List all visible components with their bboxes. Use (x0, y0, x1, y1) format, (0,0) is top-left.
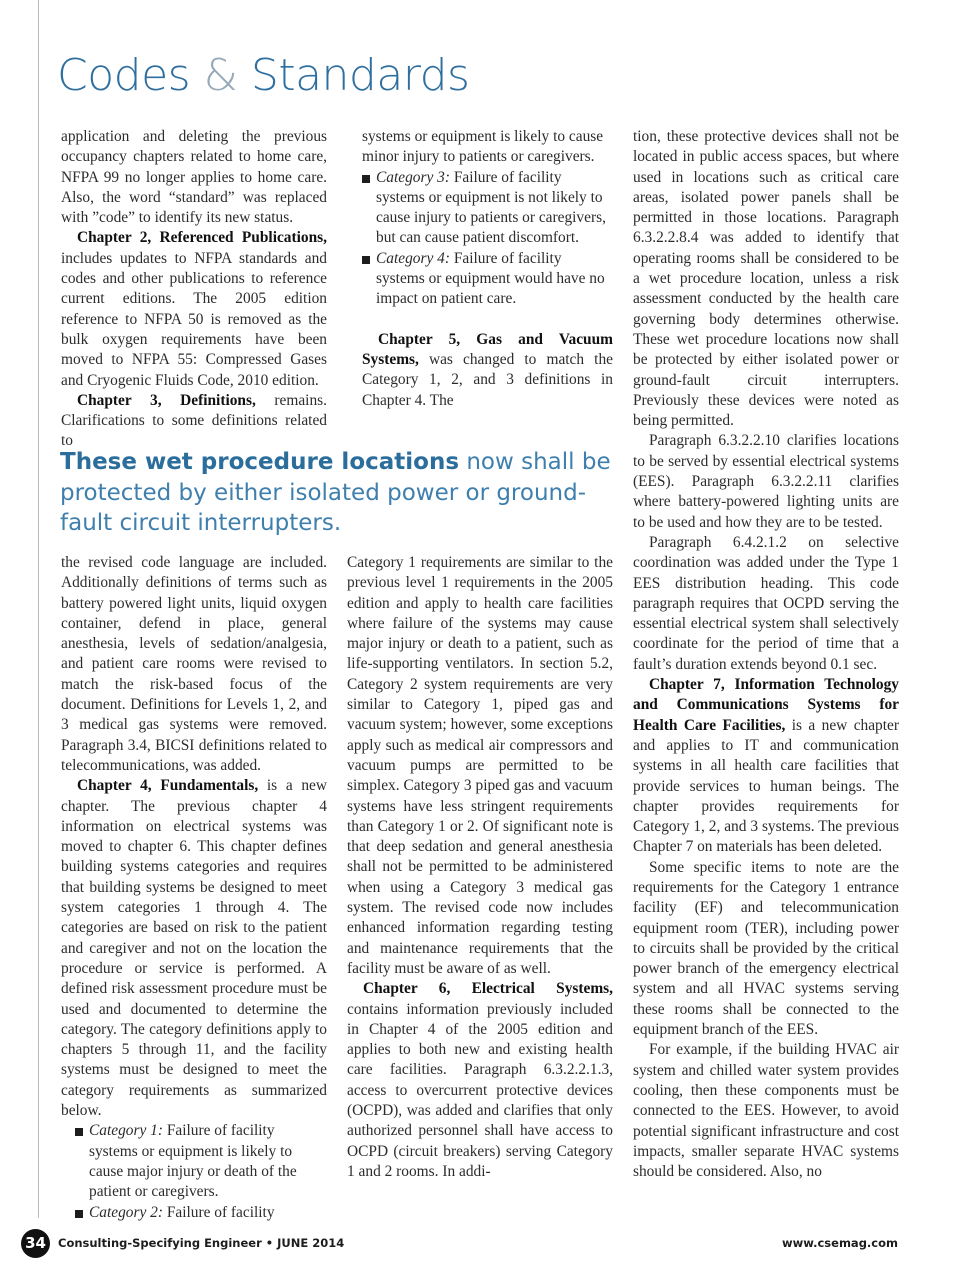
column-1-bottom (61, 553, 327, 1223)
paragraph-body: includes updates to NFPA standards and codes and other publications to reference current editions. The 2005 edition reference to NFPA 50 is removed as the bulk oxygen requirements have been moved to NFPA 55: Compressed Gases and Cryogenic Fluids Code, 2010 edition. (61, 249, 327, 389)
chapter-heading: Chapter 2, Referenced Publications, (77, 229, 327, 247)
bullet-label: Category 1: (89, 1122, 163, 1140)
chapter-heading: Chapter 5, Gas and Vacuum Systems, (362, 330, 613, 368)
chapter-heading: Chapter 3, Definitions, (77, 391, 256, 409)
bullet-label: Category 2: (89, 1203, 163, 1221)
bullet-label: Category 4: (376, 249, 450, 267)
bullet-item-category-3 (362, 168, 613, 249)
pull-quote (60, 447, 612, 539)
bullet-continuation: systems or equipment is likely to cause minor injury to patients or caregivers. (362, 128, 604, 166)
paragraph (61, 776, 327, 1121)
bullet-text: Failure of facility systems or equipment would have no impact on patient care. (376, 249, 605, 308)
bullet-square-icon (362, 256, 370, 264)
chapter-heading: Chapter 6, Electrical Systems, (363, 980, 613, 998)
page-number: 34 (21, 1229, 50, 1258)
chapter-heading: Chapter 4, Fundamentals, (77, 777, 259, 795)
website-link[interactable]: www.csemag.com (781, 1236, 898, 1250)
pull-quote-text: now shall be protected by either isolated power or ground-fault circuit interrupters. (60, 449, 611, 536)
bullet-item-category-4 (362, 249, 613, 310)
paragraph (633, 675, 899, 858)
column-2-top (362, 127, 613, 411)
bullet-label: Category 3: (376, 168, 450, 186)
paragraph: Category 1 requirements are similar to the previous level 1 requirements in the 2005 edition and apply to health care facilities where failure of the systems may cause major injury or death to a patient, such as life-supporting ventilators. In section 5.2, Category 2 system requirements are very similar to Category 1, piped gas and vacuum system; however, some exceptions apply such as medical air compressors and vacuum pumps are permitted to be simplex. Category 3 piped gas and vacuum systems have less stringent requirements than Category 1 or 2. Of significant note is that deep sedation and general anesthesia shall not be permitted to be administered when using a Category 3 medical gas system. The revised code now includes enhanced information regarding testing and maintenance requirements that the facility must be aware of as well. (347, 554, 613, 977)
column-2-bottom (347, 553, 613, 1182)
bullet-text: Failure of facility (166, 1203, 275, 1221)
paragraph: the revised code language are included. Additionally definitions of terms such as battery powered light units, liquid oxygen container, defend in place, general anesthesia, levels of sedation/analgesia, and patient care rooms were revised to match the risk-based focus of the document. Definitions for Levels 1, 2, and 3 medical gas systems were removed. Paragraph 3.4, BICSI definitions related to telecommunications, was added. (61, 554, 327, 774)
column-3 (633, 127, 899, 1182)
paragraph: Paragraph 6.3.2.2.10 clarifies locations to be served by essential electrical systems (EES). Paragraph 6.3.2.2.11 clarifies where battery-powered lighting units are to be used and how they are to be tested. (633, 432, 899, 531)
section-header (57, 50, 469, 102)
chapter-heading: Chapter 7, Information Technology and Communications Systems for Health Care Facilities, (633, 676, 899, 734)
bullet-text: Failure of facility systems or equipment is likely to cause major injury or death of the patient or caregivers. (89, 1122, 297, 1201)
bullet-item-category-2 (61, 1203, 327, 1223)
bullet-item-category-1 (61, 1121, 327, 1202)
paragraph: For example, if the building HVAC air system and chilled water system provides cooling, then these components must be connected to the EES. However, to avoid potential significant infrastructure and cost impacts, smaller separate HVAC systems should be considered. Also, no (633, 1041, 899, 1181)
paragraph-body: is a new chapter. The previous chapter 4 information on electrical systems was moved to chapter 6. This chapter defines building systems categories and requires that building systems be designed to meet system categories 1 through 4. The categories are based on risk to the patient and caregiver and not on the location the procedure or service is performed. A defined risk assessment procedure must be used and documented to determine the category. The category definitions apply to chapters 5 through 11, and the facility systems must be designed to meet the category requirements as summarized below. (61, 777, 327, 1120)
paragraph: Some specific items to note are the requirements for the Category 1 entrance facility (EF) and telecommunication equipment room (TER), including power to circuits shall be provided by the critical power branch of the emergency electrical system and all HVAC systems serving these rooms shall be connected to the equipment branch of the EES. (633, 858, 899, 1039)
paragraph (347, 979, 613, 1182)
paragraph-body: remains. Clarifications to some definitions related to (61, 391, 327, 450)
bullet-text: Failure of facility systems or equipment is not likely to cause injury to patients or caregivers, but can cause patient discomfort. (376, 168, 606, 247)
paragraph: Paragraph 6.4.2.1.2 on selective coordination was added under the Type 1 EES distribution heading. This code paragraph requires that OCPD serving the essential electrical system shall selectively coordinate for the period of time that a fault’s duration extends beyond 0.1 sec. (633, 533, 899, 673)
bullet-square-icon (75, 1128, 83, 1136)
publication-line: Consulting-Specifying Engineer • JUNE 2014 (58, 1236, 345, 1250)
pull-quote-highlight: These wet procedure locations (60, 449, 460, 475)
column-1-top (61, 127, 327, 452)
margin-rule (38, 0, 39, 1218)
page-footer (0, 1225, 960, 1265)
paragraph (61, 228, 327, 390)
header-word-codes: Codes (57, 50, 191, 101)
paragraph-body: is a new chapter and applies to IT and communication systems in all health care facilities that provide services to human beings. The chapter provides requirements for Category 1, 2, and 3 systems. The previous Chapter 7 on materials has been deleted. (633, 716, 899, 856)
paragraph (61, 391, 327, 452)
paragraph: tion, these protective devices shall not be located in public access spaces, but where used in locations such as critical care areas, isolated power panels shall be permitted in those locations. Paragraph 6.3.2.2.8.4 was added to identify that operating rooms shall be considered to be a wet procedure location, unless a risk assessment conducted by the health care governing body determines otherwise. These wet procedure locations now shall be protected by either isolated power or ground-fault circuit interrupters. Previously these devices were noted as being permitted. (633, 128, 899, 430)
paragraph: application and deleting the previous occupancy chapters related to home care, NFPA 99 no longer applies to home care. Also, the word “standard” was replaced with ”code” to identify its new status. (61, 128, 327, 227)
header-ampersand: & (203, 50, 238, 101)
paragraph-body: was changed to match the Category 1, 2, and 3 definitions in Chapter 4. The (362, 350, 613, 409)
bullet-square-icon (362, 175, 370, 183)
bullet-square-icon (75, 1210, 83, 1218)
header-word-standards: Standards (250, 50, 470, 101)
paragraph (362, 330, 613, 411)
paragraph-body: contains information previously included in Chapter 4 of the 2005 edition and applies to both new and existing health care facilities. Paragraph 6.3.2.2.1.3, access to overcurrent protective devices (OCPD), was added and clarifies that only authorized personnel shall have access to OCPD (circuit breakers) serving Category 1 and 2 rooms. In addi- (347, 1000, 613, 1180)
